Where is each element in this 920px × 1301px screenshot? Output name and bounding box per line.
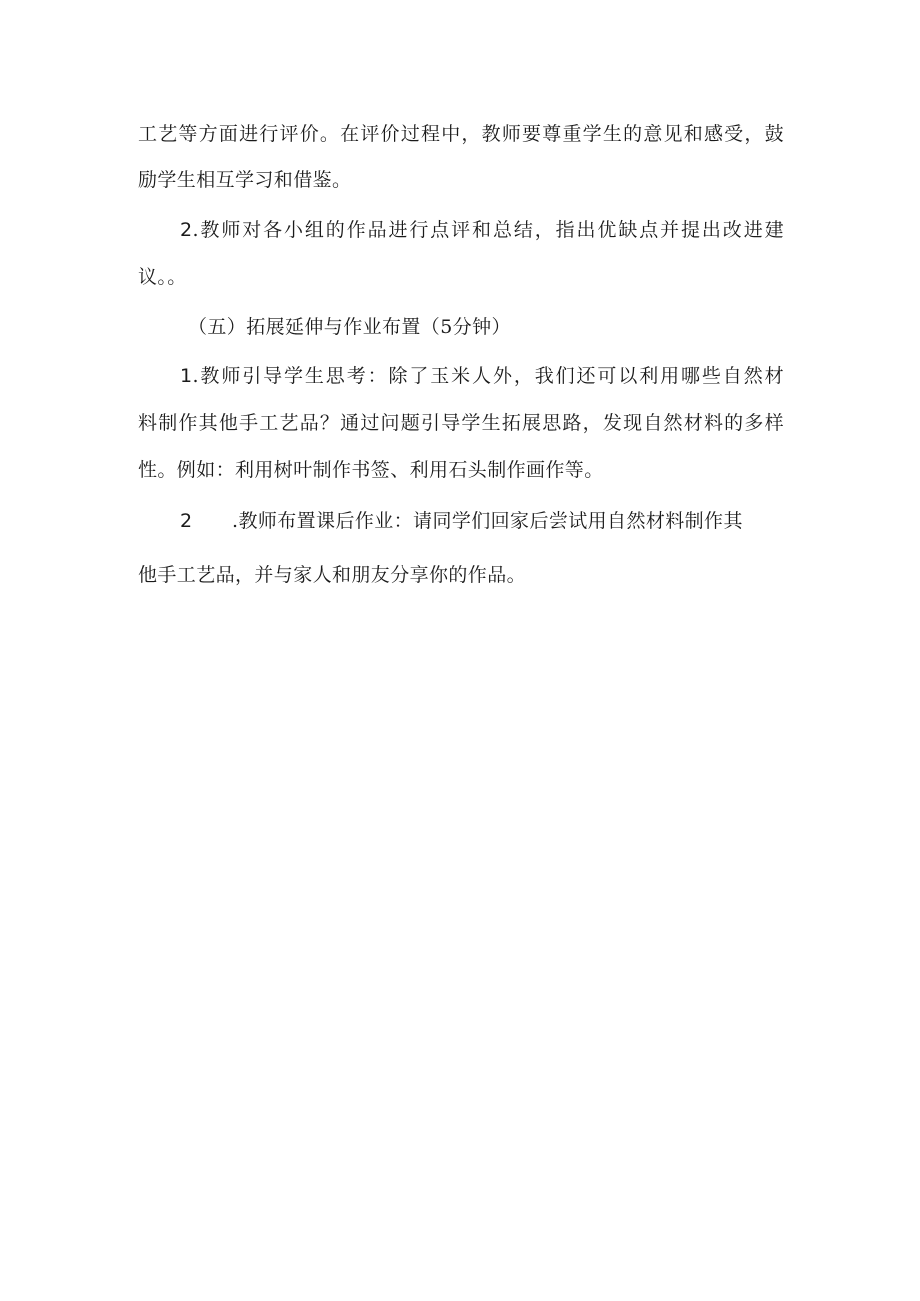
paragraph-4-line-1 [180,509,743,533]
paragraph-3-number: 1 [180,365,193,387]
paragraph-4-line-1-text: .教师布置课后作业：请同学们回家后尝试用自然材料制作其 [232,510,743,532]
paragraph-3-line-1-text: .教师引导学生思考：除了玉米人外，我们还可以利用哪些自然材 [192,365,784,387]
section-heading: （五）拓展延伸与作业布置（5分钟） [188,316,511,338]
paragraph-1-line-1: 工艺等方面进行评价。在评价过程中，教师要尊重学生的意见和感受，鼓 [138,123,784,145]
paragraph-4-number: 2 [180,510,193,532]
paragraph-3-line-2: 料制作其他手工艺品？通过问题引导学生拓展思路，发现自然材料的多样 [138,412,784,434]
paragraph-2-number: 2 [180,219,193,241]
paragraph-1-line-2: 励学生相互学习和借鉴。 [138,169,352,191]
paragraph-2-line-1-text: .教师对各小组的作品进行点评和总结，指出优缺点并提出改进建 [192,219,784,241]
paragraph-2-line-1 [180,218,784,242]
paragraph-3-line-3: 性。例如：利用树叶制作书签、利用石头制作画作等。 [138,459,604,481]
paragraph-3-line-1 [180,364,784,388]
paragraph-4-line-2: 他手工艺品，并与家人和朋友分享你的作品。 [138,564,527,586]
paragraph-2-line-2: 议。。 [138,266,187,288]
